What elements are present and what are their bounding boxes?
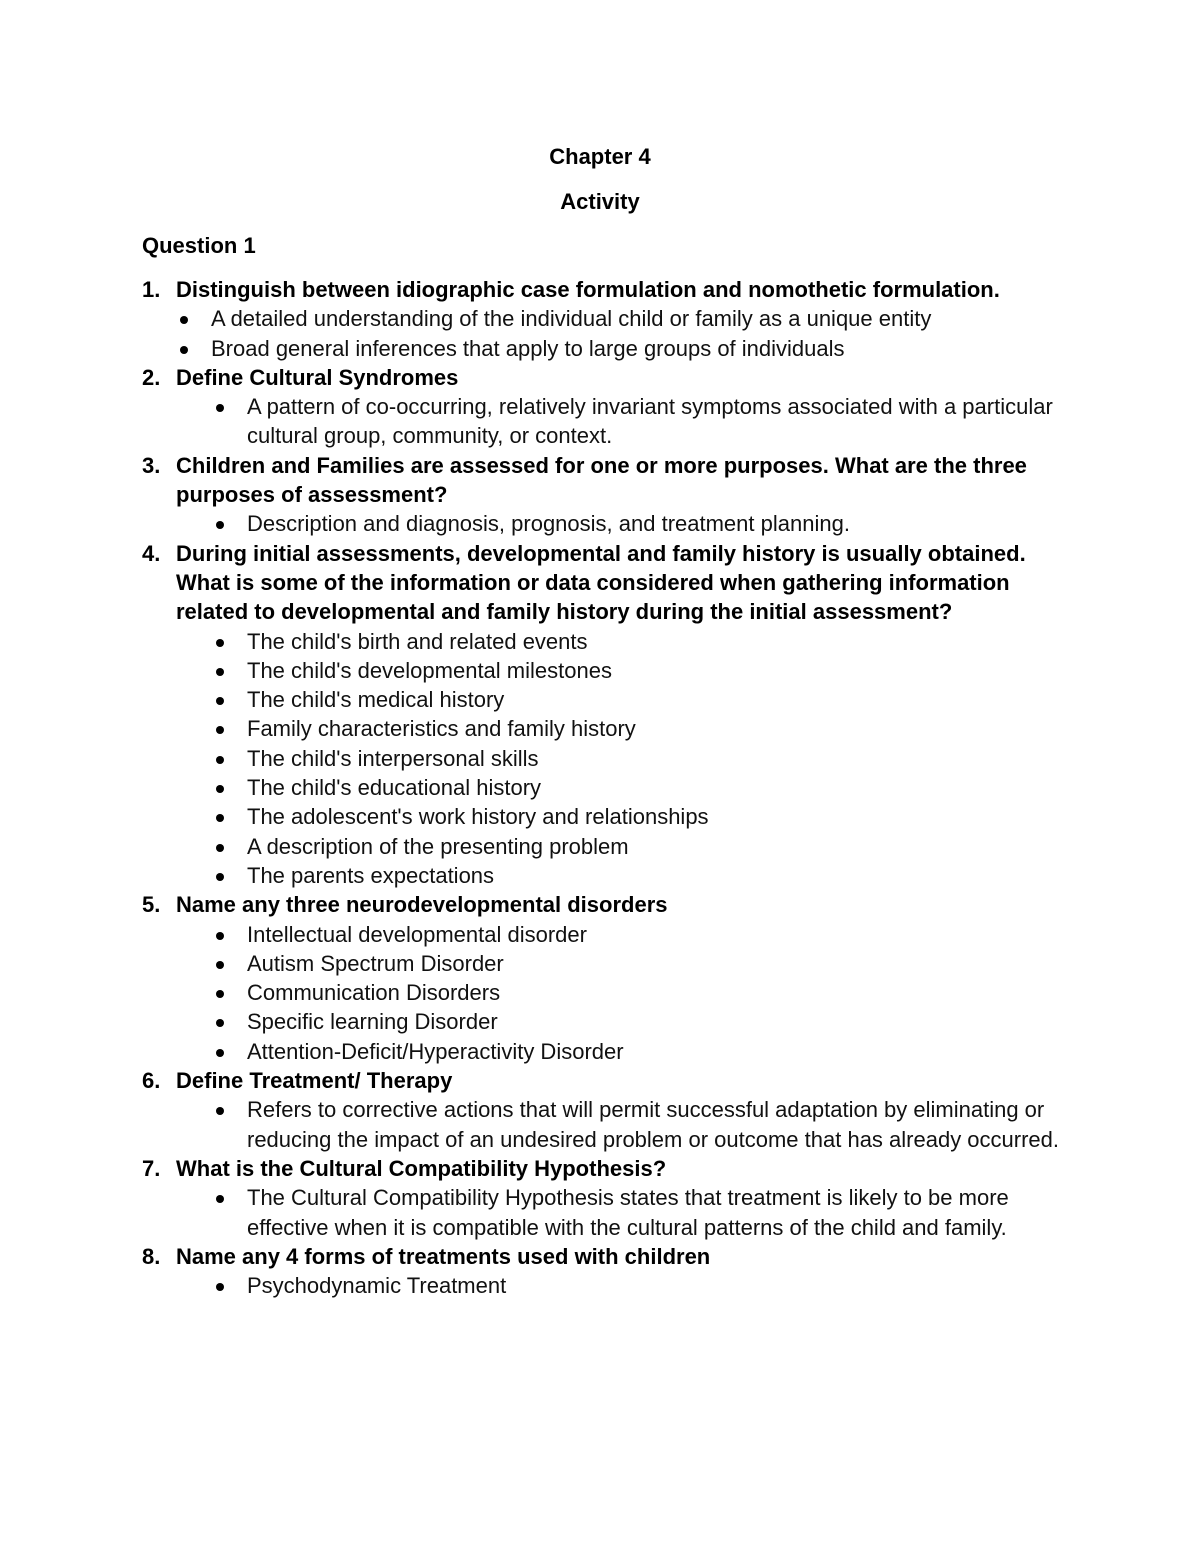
answer-item (176, 832, 1062, 861)
answer-text: Family characteristics and family history (247, 716, 636, 742)
answer-list (176, 392, 1062, 451)
question-text: Distinguish between idiographic case formulation and nomothetic formulation. (176, 277, 1000, 302)
question-heading: Question 1 (142, 233, 256, 258)
answer-item (176, 1007, 1062, 1036)
answer-item (176, 1095, 1062, 1154)
question-item (142, 275, 1062, 363)
chapter-title: Chapter 4 (549, 144, 651, 169)
answer-text: The parents expectations (247, 862, 495, 888)
question-number: 7. (142, 1155, 161, 1181)
question-number: 2. (142, 364, 161, 390)
question-number: 8. (142, 1243, 161, 1269)
question-number: 1. (142, 277, 161, 302)
question-item (142, 1242, 1062, 1301)
bullet-icon (216, 873, 224, 881)
bullet-icon (216, 639, 224, 647)
answer-text: A detailed understanding of the individual child or family as a unique entity (211, 306, 932, 332)
answer-item (176, 1271, 1062, 1300)
answer-text: The child's educational history (247, 775, 542, 801)
answer-text: Specific learning Disorder (247, 1009, 498, 1035)
answer-item (176, 1037, 1062, 1066)
bullet-icon (216, 814, 224, 822)
answer-text: A pattern of co-occurring, relatively invariant symptoms associated with a particular cultural group, community, or context. (247, 394, 1053, 449)
answer-text: Psychodynamic Treatment (247, 1273, 507, 1299)
answer-item (176, 773, 1062, 802)
answer-list (176, 920, 1062, 1066)
answer-item (176, 334, 1062, 363)
question-item (142, 1066, 1062, 1154)
question-number: 6. (142, 1068, 161, 1094)
answer-text: The child's medical history (247, 687, 505, 713)
answer-text: The child's developmental milestones (247, 657, 612, 683)
question-number: 3. (142, 452, 161, 478)
bullet-icon (216, 1283, 224, 1291)
bullet-icon (216, 697, 224, 705)
question-item (142, 451, 1062, 539)
question-number: 4. (142, 540, 161, 566)
question-text: Name any 4 forms of treatments used with children (176, 1243, 711, 1269)
answer-item (176, 304, 1062, 333)
bullet-icon (216, 1019, 224, 1027)
answer-text: Autism Spectrum Disorder (247, 950, 504, 976)
answer-list (176, 627, 1062, 891)
answer-item (176, 744, 1062, 773)
answer-text: Refers to corrective actions that will permit successful adaptation by eliminating or reducing the impact of an undesired problem or outcome that has already occurred. (247, 1097, 1060, 1152)
question-item (142, 890, 1062, 1066)
answer-item (176, 802, 1062, 831)
bullet-icon (216, 785, 224, 793)
answer-text: Communication Disorders (247, 980, 501, 1006)
answer-item (176, 714, 1062, 743)
question-text: Name any three neurodevelopmental disorders (176, 892, 668, 918)
question-item (142, 539, 1062, 891)
question-text: Children and Families are assessed for one or more purposes. What are the three purposes of assessment? (176, 452, 1027, 508)
question-item (142, 1154, 1062, 1242)
question-list (142, 275, 1062, 1300)
answer-list (176, 509, 1062, 538)
question-text: Define Cultural Syndromes (176, 364, 459, 390)
answer-text: The Cultural Compatibility Hypothesis states that treatment is likely to be more effective when it is compatible with the cultural patterns of the child and family. (247, 1185, 1009, 1240)
answer-item (176, 627, 1062, 656)
question-text: Define Treatment/ Therapy (176, 1068, 453, 1094)
answer-list (176, 1183, 1062, 1242)
question-text: What is the Cultural Compatibility Hypothesis? (176, 1155, 667, 1181)
bullet-icon (216, 668, 224, 676)
answer-list (176, 1095, 1062, 1154)
bullet-icon (216, 932, 224, 940)
bullet-icon (216, 756, 224, 764)
answer-item (176, 978, 1062, 1007)
bullet-icon (180, 346, 188, 354)
answer-text: Broad general inferences that apply to large groups of individuals (211, 335, 845, 361)
answer-item (176, 656, 1062, 685)
question-number: 5. (142, 892, 161, 918)
bullet-icon (216, 1107, 224, 1115)
answer-item (176, 685, 1062, 714)
answer-item (176, 949, 1062, 978)
answer-text: Description and diagnosis, prognosis, and treatment planning. (247, 511, 850, 537)
question-text: During initial assessments, developmental and family history is usually obtained. What is some of the information or data considered when gathering information related to developmental and family history during the initial assessment? (176, 540, 1026, 625)
answer-list (176, 1271, 1062, 1300)
question-item (142, 363, 1062, 451)
answer-text: Intellectual developmental disorder (247, 921, 587, 947)
answer-text: Attention-Deficit/Hyperactivity Disorder (247, 1038, 624, 1064)
bullet-icon (216, 726, 224, 734)
bullet-icon (216, 961, 224, 969)
bullet-icon (216, 1195, 224, 1203)
answer-text: A description of the presenting problem (247, 833, 629, 859)
bullet-icon (216, 844, 224, 852)
answer-item (176, 392, 1062, 451)
bullet-icon (216, 521, 224, 529)
bullet-icon (216, 404, 224, 412)
answer-text: The adolescent's work history and relationships (247, 804, 709, 830)
answer-text: The child's birth and related events (247, 628, 588, 654)
answer-item (176, 920, 1062, 949)
answer-list (176, 304, 1062, 363)
activity-title: Activity (560, 189, 640, 214)
bullet-icon (216, 1049, 224, 1057)
answer-item (176, 861, 1062, 890)
answer-text: The child's interpersonal skills (247, 745, 539, 771)
bullet-icon (180, 316, 188, 324)
bullet-icon (216, 990, 224, 998)
answer-item (176, 509, 1062, 538)
answer-item (176, 1183, 1062, 1242)
